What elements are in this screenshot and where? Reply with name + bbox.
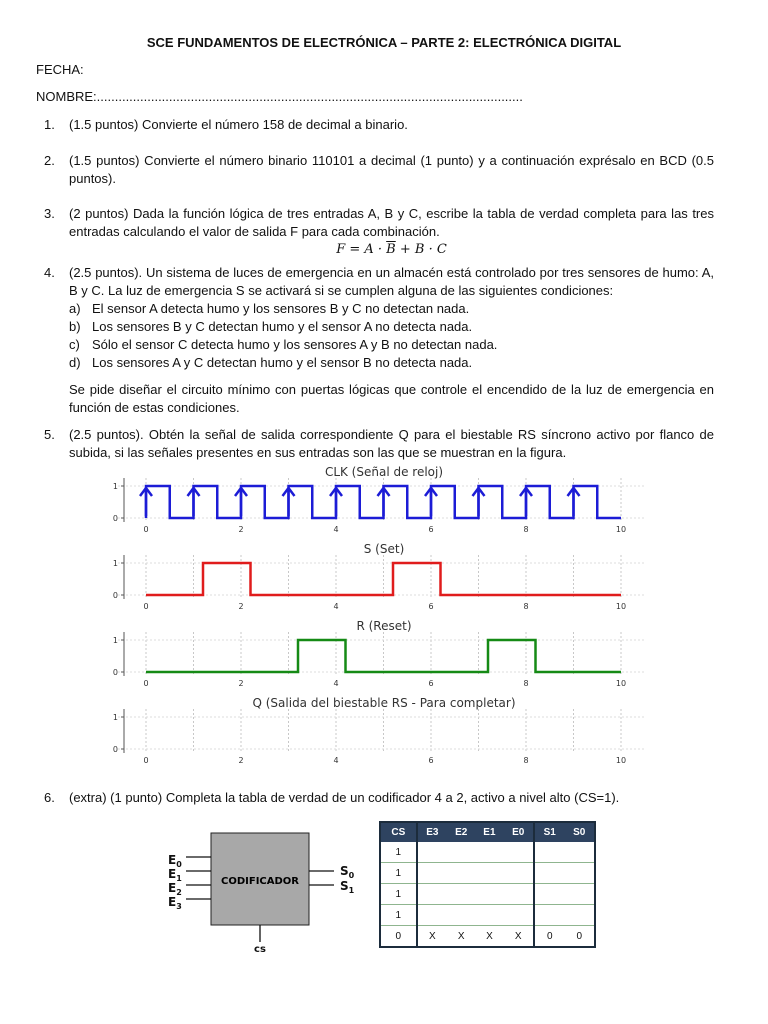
signal-title: S (Set) xyxy=(363,542,405,556)
y-tick-label: 0 xyxy=(112,668,118,677)
condition-text: Los sensores A y C detectan humo y el sensor B no detecta nada. xyxy=(92,355,473,370)
svg-text:S1: $S_1$ xyxy=(340,879,355,895)
table-cell xyxy=(475,905,503,926)
table-cell xyxy=(564,842,595,863)
table-header: E3 xyxy=(417,822,447,842)
encoder-output-s0: S xyxy=(340,864,349,878)
table-cell xyxy=(417,884,447,905)
x-tick-label: 8 xyxy=(523,602,529,611)
encoder-input-e3: E xyxy=(168,895,177,909)
table-cell xyxy=(564,863,595,884)
svg-text:E2: $E_2$ xyxy=(168,881,182,897)
x-tick-label: 4 xyxy=(333,525,339,534)
x-tick-label: 0 xyxy=(143,602,149,611)
table-cell xyxy=(417,863,447,884)
condition-label: c) xyxy=(69,337,80,352)
table-cell xyxy=(417,842,447,863)
formula-b-negated: $\overline{B}$ xyxy=(386,242,396,257)
table-row xyxy=(380,863,595,884)
question-text: (1.5 puntos) Convierte el número binario 110101 a decimal (1 punto) y a continuación exprésalo en BCD (0.5 puntos). xyxy=(69,153,714,186)
question-number: 4. xyxy=(44,265,55,280)
x-tick-label: 6 xyxy=(428,679,434,688)
question-text: (2 puntos) Dada la función lógica de tres entradas A, B y C, escribe la tabla de verdad completa para las tres entradas calculando el valor de salida F para cada combinación. xyxy=(69,206,714,239)
table-cell: 1 xyxy=(380,842,417,863)
table-row xyxy=(380,884,595,905)
table-cell: X xyxy=(486,930,493,942)
x-tick-label: 2 xyxy=(238,525,244,534)
x-tick-label: 8 xyxy=(523,679,529,688)
condition-text: Los sensores B y C detectan humo y el sensor A no detecta nada. xyxy=(92,319,473,334)
table-header: CS xyxy=(380,822,417,842)
table-cell xyxy=(534,842,564,863)
x-tick-label: 10 xyxy=(615,756,627,765)
formula-rhs: + B · C xyxy=(395,242,447,257)
table-cell: 0 xyxy=(576,930,583,942)
table-cell xyxy=(475,842,503,863)
table-cell: 1 xyxy=(380,884,417,905)
table-row xyxy=(380,926,595,948)
x-tick-label: 6 xyxy=(428,602,434,611)
x-tick-label: 8 xyxy=(523,756,529,765)
question-number: 2. xyxy=(44,153,55,168)
table-cell: X xyxy=(429,930,436,942)
table-cell xyxy=(504,884,534,905)
question-number: 3. xyxy=(44,206,55,221)
table-cell: X xyxy=(504,926,534,948)
encoder-input-e2: E xyxy=(168,881,177,895)
design-instruction: Se pide diseñar el circuito mínimo con puertas lógicas que controle el encendido de la luz de emergencia en función de estas condiciones. xyxy=(69,382,714,415)
table-cell xyxy=(475,863,503,884)
table-row xyxy=(380,905,595,926)
x-tick-label: 6 xyxy=(428,756,434,765)
y-tick-label: 1 xyxy=(112,713,118,722)
table-cell: 0 xyxy=(380,926,417,948)
table-cell xyxy=(475,884,503,905)
table-cell: X xyxy=(457,930,465,942)
table-cell xyxy=(447,842,475,863)
condition-label: d) xyxy=(69,355,81,370)
table-header: E1 xyxy=(475,822,503,842)
formula-lhs: F = A · xyxy=(336,242,387,257)
table-header: E2 xyxy=(447,822,475,842)
y-tick-label: 1 xyxy=(112,482,118,491)
x-tick-label: 2 xyxy=(238,602,244,611)
truth-table xyxy=(379,821,596,948)
table-cell xyxy=(564,884,595,905)
y-tick-label: 0 xyxy=(112,591,118,600)
signal-title: CLK (Señal de reloj) xyxy=(324,465,444,479)
y-tick-label: 0 xyxy=(112,745,118,754)
condition-text: Sólo el sensor C detecta humo y los sensores A y B no detectan nada. xyxy=(92,337,498,352)
table-cell xyxy=(447,905,475,926)
x-tick-label: 10 xyxy=(615,525,627,534)
x-tick-label: 0 xyxy=(143,679,149,688)
x-tick-label: 4 xyxy=(333,602,339,611)
table-header: E0 xyxy=(504,822,534,842)
name-field: NOMBRE:...................................................................................................................... xyxy=(36,89,523,104)
x-tick-label: 10 xyxy=(615,602,627,611)
svg-text:E3: $E_3$ xyxy=(168,895,182,911)
question-number: 5. xyxy=(44,427,55,442)
svg-text:E0: $E_0$ xyxy=(168,853,182,869)
table-cell xyxy=(504,905,534,926)
table-header: S0 xyxy=(564,822,595,842)
x-tick-label: 2 xyxy=(238,756,244,765)
question-number: 1. xyxy=(44,117,55,132)
table-cell: 1 xyxy=(380,863,417,884)
table-cell xyxy=(504,863,534,884)
condition-label: a) xyxy=(69,301,81,316)
x-tick-label: 0 xyxy=(143,525,149,534)
x-tick-label: 2 xyxy=(238,679,244,688)
condition-label: b) xyxy=(69,319,81,334)
y-tick-label: 1 xyxy=(112,636,118,645)
table-cell xyxy=(447,884,475,905)
x-tick-label: 4 xyxy=(333,756,339,765)
encoder-output-s1: S xyxy=(340,879,349,893)
table-cell xyxy=(504,842,534,863)
y-tick-label: 0 xyxy=(112,514,118,523)
table-cell: 0 xyxy=(546,930,553,942)
question-number: 6. xyxy=(44,790,55,805)
table-header: S1 xyxy=(534,822,564,842)
question-text: (2.5 puntos). Obtén la señal de salida correspondiente Q para el biestable RS síncrono activo por flanco de subida, si las señales presentes en sus entradas son las que se muestran en la figura. xyxy=(69,427,714,460)
svg-text:S0: $S_0$ xyxy=(340,864,355,880)
x-tick-label: 8 xyxy=(523,525,529,534)
svg-text:E1: $E_1$ xyxy=(168,867,182,883)
table-cell xyxy=(447,863,475,884)
signal-title: R (Reset) xyxy=(356,619,412,633)
question-text: (2.5 puntos). Un sistema de luces de emergencia en un almacén está controlado por tres sensores de humo: A, B y C. La luz de emergencia S se activará si se cumplen alguna de las siguientes condiciones: xyxy=(69,265,714,298)
question-text: (1.5 puntos) Convierte el número 158 de decimal a binario. xyxy=(69,117,408,132)
encoder-label: CODIFICADOR xyxy=(221,876,299,887)
page-title: SCE FUNDAMENTOS DE ELECTRÓNICA – PARTE 2: ELECTRÓNICA DIGITAL xyxy=(146,35,622,50)
table-cell xyxy=(564,905,595,926)
table-cell xyxy=(534,863,564,884)
question-text: (extra) (1 punto) Completa la tabla de verdad de un codificador 4 a 2, activo a nivel alto (CS=1). xyxy=(69,790,620,805)
x-tick-label: 0 xyxy=(143,756,149,765)
table-cell xyxy=(534,884,564,905)
y-tick-label: 1 xyxy=(112,559,118,568)
date-field: FECHA: xyxy=(36,62,84,77)
table-cell xyxy=(534,905,564,926)
encoder-enable-label: cs xyxy=(254,944,266,955)
x-tick-label: 10 xyxy=(615,679,627,688)
table-cell: 1 xyxy=(380,905,417,926)
condition-text: El sensor A detecta humo y los sensores B y C no detectan nada. xyxy=(92,301,470,316)
encoder-input-e1: E xyxy=(168,867,177,881)
signal-title: Q (Salida del biestable RS - Para completar) xyxy=(252,696,516,710)
table-row xyxy=(380,842,595,863)
x-tick-label: 6 xyxy=(428,525,434,534)
encoder-input-e0: E xyxy=(168,853,177,867)
table-cell xyxy=(417,905,447,926)
x-tick-label: 4 xyxy=(333,679,339,688)
